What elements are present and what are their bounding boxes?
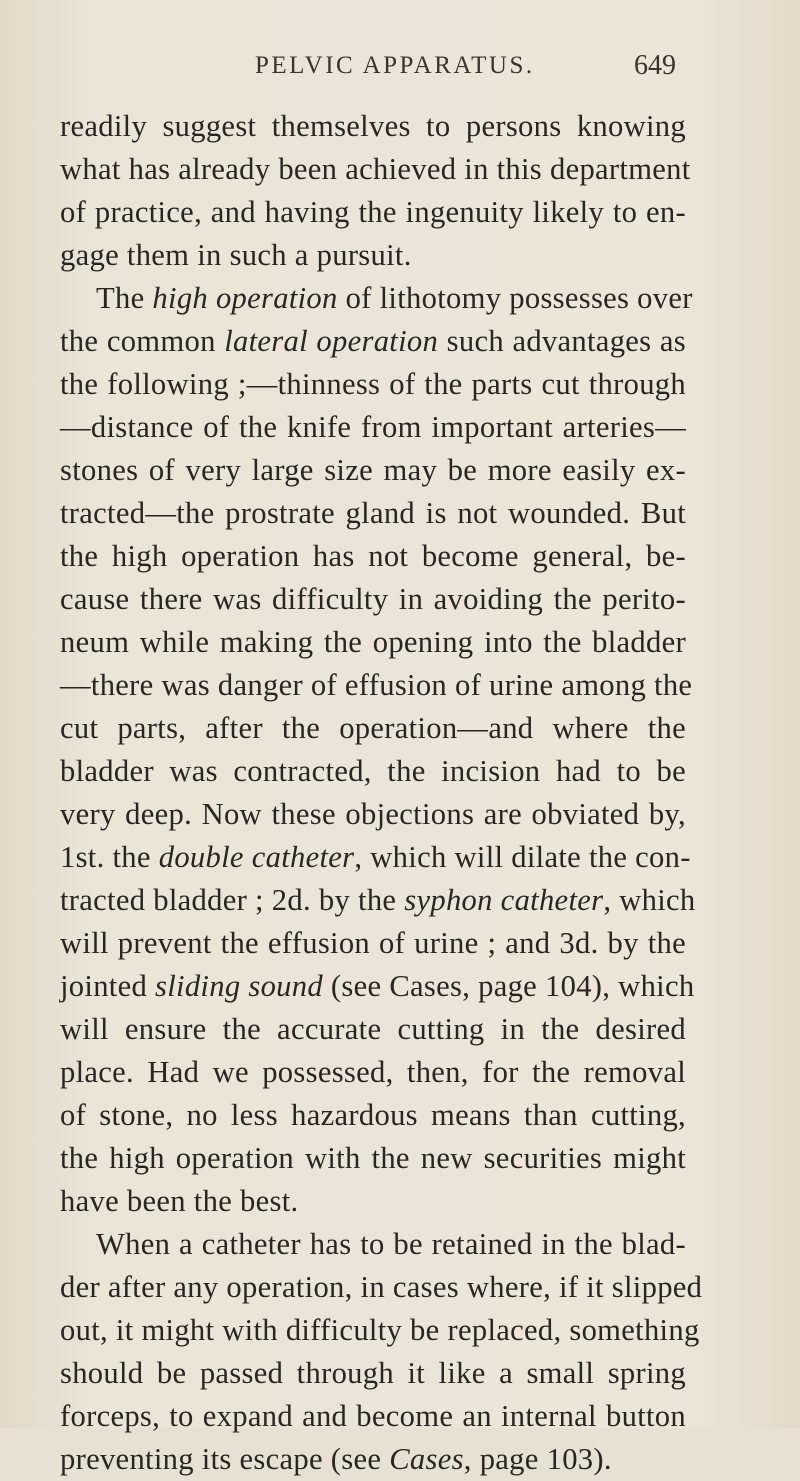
text-line: the common lateral operation such advantages as bbox=[60, 324, 686, 358]
italic-term: double catheter bbox=[158, 840, 355, 874]
text-line: neum while making the opening into the bladder bbox=[60, 625, 686, 659]
text-line: stones of very large size may be more easily ex- bbox=[60, 453, 686, 487]
text-line: will prevent the effusion of urine ; and 3d. by the bbox=[60, 926, 686, 960]
text-line: cut parts, after the operation—and where the bbox=[60, 711, 686, 745]
italic-term: sliding sound bbox=[155, 969, 323, 1003]
text-line: tracted—the prostrate gland is not wounded. But bbox=[60, 496, 686, 530]
page-number: 649 bbox=[634, 50, 676, 81]
text-line: —there was danger of effusion of urine among the bbox=[60, 668, 693, 702]
italic-term: Cases bbox=[389, 1442, 464, 1476]
text-line: what has already been achieved in this department bbox=[60, 152, 691, 186]
text-line: The high operation of lithotomy possesses over bbox=[96, 281, 693, 315]
text-line: When a catheter has to be retained in the blad- bbox=[96, 1227, 686, 1261]
text-line: der after any operation, in cases where, if it slipped bbox=[60, 1270, 703, 1304]
text-line: will ensure the accurate cutting in the desired bbox=[60, 1012, 686, 1046]
text-line: preventing its escape (see Cases, page 103). bbox=[60, 1442, 612, 1476]
text-line: have been the best. bbox=[60, 1184, 299, 1218]
text-line: the high operation has not become general, be- bbox=[60, 539, 686, 573]
running-title: PELVIC APPARATUS. bbox=[255, 52, 535, 79]
text-line: of stone, no less hazardous means than cutting, bbox=[60, 1098, 686, 1132]
text-line: should be passed through it like a small spring bbox=[60, 1356, 686, 1390]
text-line: place. Had we possessed, then, for the removal bbox=[60, 1055, 686, 1089]
text-line: the high operation with the new securities might bbox=[60, 1141, 686, 1175]
body-text bbox=[60, 105, 703, 1481]
text-line: jointed sliding sound (see Cases, page 104), which bbox=[60, 969, 695, 1003]
text-line: of practice, and having the ingenuity likely to en- bbox=[60, 195, 686, 229]
text-line: —distance of the knife from important arteries— bbox=[60, 410, 686, 444]
text-line: the following ;—thinness of the parts cut through bbox=[60, 367, 686, 401]
italic-term: high operation bbox=[152, 281, 338, 315]
italic-term: lateral operation bbox=[224, 324, 439, 358]
page-header bbox=[0, 50, 800, 90]
italic-term: syphon catheter bbox=[404, 883, 604, 917]
text-line: tracted bladder ; 2d. by the syphon catheter, which bbox=[60, 883, 696, 917]
text-line: bladder was contracted, the incision had to be bbox=[60, 754, 686, 788]
text-line: forceps, to expand and become an internal button bbox=[60, 1399, 686, 1433]
text-line: cause there was difficulty in avoiding the perito- bbox=[60, 582, 686, 616]
text-line: readily suggest themselves to persons knowing bbox=[60, 109, 686, 143]
text-line: gage them in such a pursuit. bbox=[60, 238, 412, 272]
text-line: 1st. the double catheter, which will dilate the con- bbox=[60, 840, 691, 874]
text-line: out, it might with difficulty be replaced, something bbox=[60, 1313, 700, 1347]
text-line: very deep. Now these objections are obviated by, bbox=[60, 797, 686, 831]
